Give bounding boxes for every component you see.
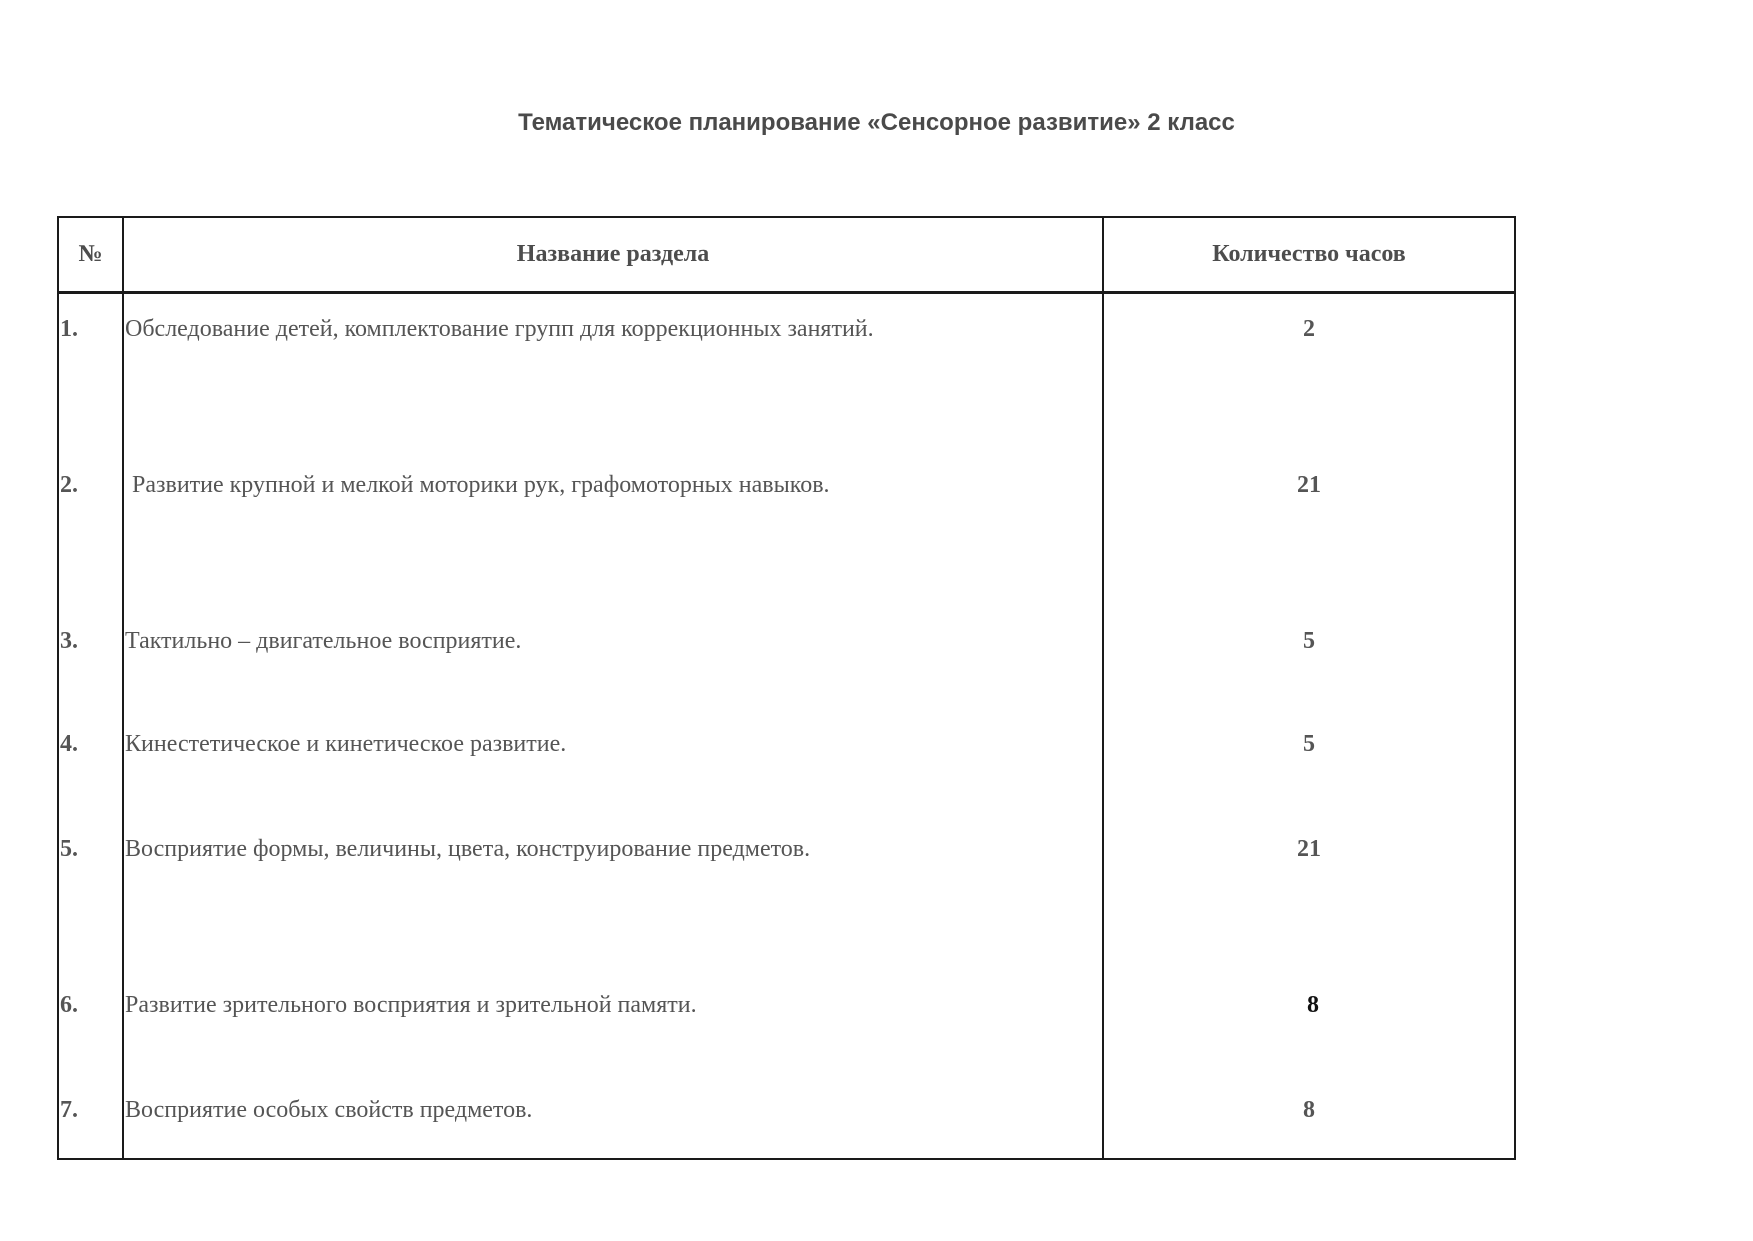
row-hours-cell [1103, 293, 1515, 451]
row-number: 6. [58, 970, 123, 1075]
table-row [58, 1075, 1515, 1159]
table-row [58, 814, 1515, 970]
row-section-name: Развитие крупной и мелкой моторики рук, графомоторных навыков. [132, 472, 830, 498]
row-number: 3. [58, 606, 123, 709]
row-number: 2. [58, 450, 123, 606]
row-section-name: Тактильно – двигательное восприятие. [123, 606, 1103, 709]
row-hours-cell [1103, 450, 1515, 606]
row-number: 7. [58, 1075, 123, 1159]
table-row [58, 293, 1515, 451]
row-hours: 2 [1303, 316, 1315, 342]
row-hours: 21 [1297, 472, 1321, 498]
thematic-plan-table [57, 216, 1516, 1160]
table-row [58, 970, 1515, 1075]
row-number: 4. [58, 709, 123, 814]
row-hours: 8 [1307, 992, 1319, 1018]
row-number: 5. [58, 814, 123, 970]
table-header-row [58, 217, 1515, 293]
header-section-name: Название раздела [123, 217, 1103, 293]
row-section-name: Развитие зрительного восприятия и зрительной памяти. [123, 970, 1103, 1075]
header-hours: Количество часов [1103, 217, 1515, 293]
row-hours-cell [1103, 970, 1515, 1075]
row-hours: 5 [1303, 731, 1315, 757]
row-section-name: Восприятие особых свойств предметов. [123, 1075, 1103, 1159]
row-hours-cell [1103, 814, 1515, 970]
row-section-name: Кинестетическое и кинетическое развитие. [123, 709, 1103, 814]
row-hours: 8 [1303, 1097, 1315, 1123]
row-hours-cell [1103, 606, 1515, 709]
table-row [58, 450, 1515, 606]
row-hours: 21 [1297, 836, 1321, 862]
row-hours-cell [1103, 1075, 1515, 1159]
row-hours-cell [1103, 709, 1515, 814]
row-section-name-cell [123, 450, 1103, 606]
row-hours: 5 [1303, 628, 1315, 654]
row-number: 1. [58, 293, 123, 451]
table-row [58, 709, 1515, 814]
row-section-name: Восприятие формы, величины, цвета, конструирование предметов. [123, 814, 1103, 970]
header-number: № [58, 217, 123, 293]
page-title: Тематическое планирование «Сенсорное развитие» 2 класс [518, 109, 1235, 136]
table-row [58, 606, 1515, 709]
row-section-name: Обследование детей, комплектование групп для коррекционных занятий. [123, 293, 1103, 451]
